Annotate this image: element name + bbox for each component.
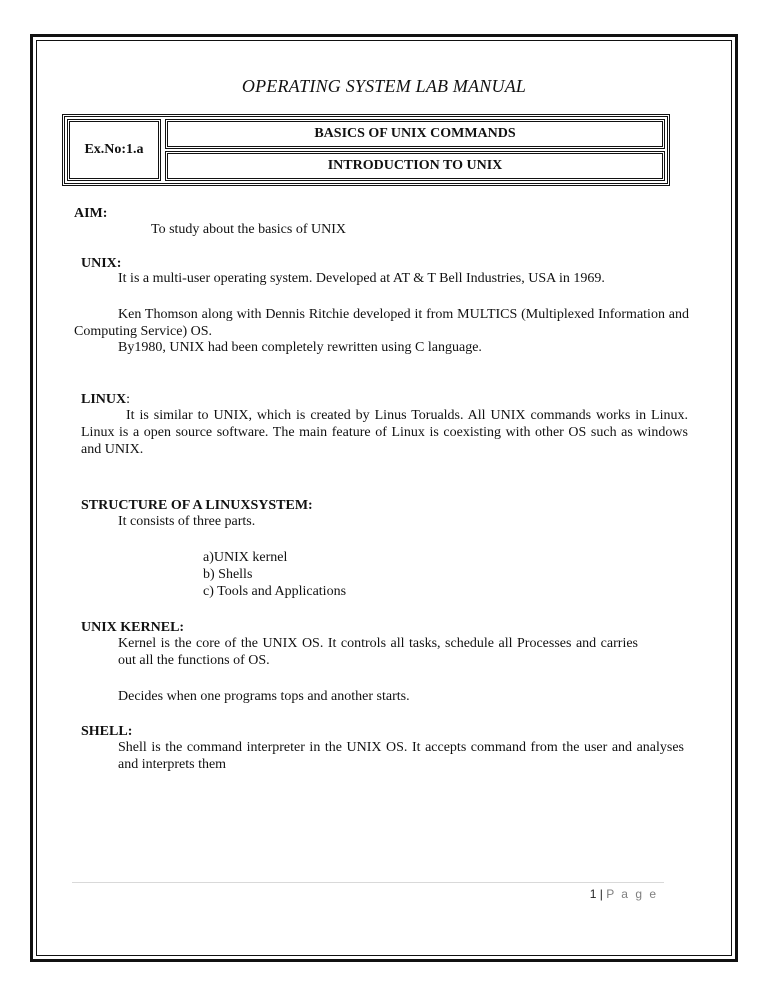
footer-divider bbox=[72, 882, 664, 883]
shell-paragraph: Shell is the command interpreter in the UNIX OS. It accepts command from the user and analyses and interprets them bbox=[118, 740, 684, 772]
unix-heading: UNIX: bbox=[81, 256, 122, 271]
exercise-box bbox=[62, 114, 670, 186]
kernel-paragraph-1: Kernel is the core of the UNIX OS. It controls all tasks, schedule all Processes and carries out all the functions of OS. bbox=[118, 636, 638, 668]
linux-heading-label: LINUX bbox=[81, 392, 127, 407]
structure-item: b) Shells bbox=[203, 567, 253, 582]
page-header-title: OPERATING SYSTEM LAB MANUAL bbox=[241, 76, 527, 96]
structure-item: c) Tools and Applications bbox=[203, 584, 347, 599]
linux-heading bbox=[81, 391, 130, 408]
kernel-heading: UNIX KERNEL: bbox=[81, 620, 185, 635]
aim-text: To study about the basics of UNIX bbox=[151, 222, 346, 237]
linux-paragraph: It is similar to UNIX, which is created by Linus Torualds. All UNIX commands works in Linux. Linux is a open source software. The main feature of Linux is coexisting with other OS such as windows and UNIX. bbox=[81, 408, 688, 457]
exercise-subtitle: INTRODUCTION TO UNIX bbox=[165, 151, 665, 181]
page-number: 1 bbox=[589, 887, 597, 901]
aim-heading: AIM: bbox=[74, 206, 108, 221]
exercise-number: Ex.No:1.a bbox=[67, 119, 161, 181]
kernel-paragraph-2: Decides when one programs tops and another starts. bbox=[118, 689, 410, 704]
shell-heading: SHELL: bbox=[81, 724, 133, 739]
structure-item: a)UNIX kernel bbox=[203, 550, 288, 565]
unix-paragraph-1: It is a multi-user operating system. Developed at AT & T Bell Industries, USA in 1969. bbox=[118, 271, 605, 286]
structure-heading: STRUCTURE OF A LINUXSYSTEM: bbox=[81, 498, 313, 513]
unix-paragraph-3: By1980, UNIX had been completely rewritten using C language. bbox=[118, 340, 482, 355]
page-footer bbox=[590, 887, 658, 901]
page-label: P a g e bbox=[606, 887, 658, 901]
unix-paragraph-2: Ken Thomson along with Dennis Ritchie developed it from MULTICS (Multiplexed Information and Computing Service) OS. bbox=[74, 307, 689, 339]
footer-separator: | bbox=[599, 887, 603, 901]
linux-heading-colon: : bbox=[126, 392, 131, 407]
exercise-title: BASICS OF UNIX COMMANDS bbox=[165, 119, 665, 149]
structure-intro: It consists of three parts. bbox=[118, 514, 256, 529]
